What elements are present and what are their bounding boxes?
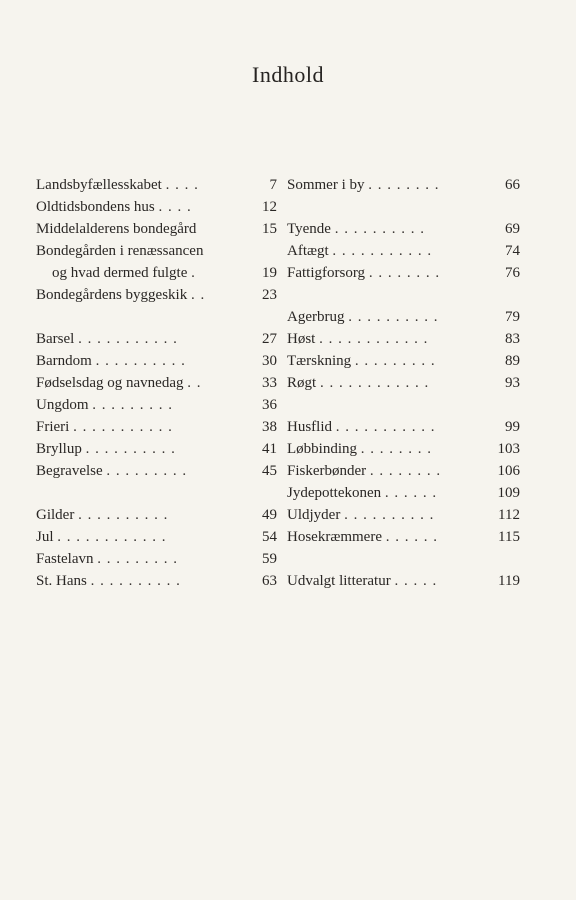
toc-entry-label [36, 350, 186, 372]
toc-page-number: 93 [505, 375, 520, 391]
toc-page-number: 83 [505, 331, 520, 347]
toc-entry-label [287, 306, 438, 328]
toc-entry-label [287, 218, 425, 240]
toc-page-number: 30 [262, 353, 277, 369]
toc-entry [36, 548, 277, 570]
dot-leader: . . . . . . . . . [354, 353, 436, 369]
toc-entry [36, 460, 277, 482]
toc-entry-label [36, 328, 178, 350]
toc-entry-label [287, 240, 432, 262]
toc-entry-title: Landsbyfællesskabet [36, 177, 162, 193]
toc-entry-title: Løbbinding [287, 441, 357, 457]
toc-entry-label [36, 218, 196, 240]
toc-entry [287, 570, 520, 592]
section-spacer [287, 284, 520, 306]
toc-entry-title: Hosekræmmere [287, 529, 382, 545]
toc-entry [36, 570, 277, 592]
toc-entry-label [36, 284, 205, 306]
toc-entry [36, 438, 277, 460]
toc-entry-label [36, 240, 203, 262]
toc-entry-label [287, 526, 438, 548]
dot-leader: . . . . . . . . [368, 265, 441, 281]
dot-leader: . . . . . . [384, 485, 438, 501]
dot-leader: . . . . . . . . . . . . [319, 331, 429, 347]
dot-leader: . . . . [158, 199, 192, 215]
toc-entry-label [287, 504, 434, 526]
toc-page-number: 79 [505, 309, 520, 325]
dot-leader: . . . . . . . . . . [348, 309, 439, 325]
toc-entry-title: Fastelavn [36, 551, 94, 567]
toc-entry-title: og hvad dermed fulgte [52, 265, 188, 281]
toc-entry [36, 416, 277, 438]
dot-leader: . [191, 265, 196, 281]
toc-entry-title: Røgt [287, 375, 317, 391]
dot-leader: . . . . . . . . [360, 441, 432, 457]
toc-entry [287, 218, 520, 240]
dot-leader: . . . . . . . . . . [95, 353, 186, 369]
toc-left-column [36, 174, 277, 592]
dot-leader: . . . . . . . . . . [344, 507, 435, 523]
dot-leader: . . . . . . . . . . [85, 441, 176, 457]
toc-page-number: 109 [497, 485, 520, 501]
dot-leader: . . . . . . . . . [92, 397, 173, 413]
page-title: Indhold [252, 62, 324, 87]
toc-entry [287, 438, 520, 460]
section-spacer [36, 482, 277, 504]
dot-leader: . . . . . . . . . . . [78, 331, 178, 347]
toc-entry-title: Jul [36, 529, 54, 545]
toc-entry-label [36, 460, 187, 482]
toc-entry-label [287, 570, 437, 592]
dot-leader: . . . . . . [385, 529, 438, 545]
toc-entry-title: St. Hans [36, 573, 87, 589]
toc-entry [287, 240, 520, 262]
toc-entry-title: Frieri [36, 419, 70, 435]
section-spacer [287, 394, 520, 416]
dot-leader: . . . . [165, 177, 199, 193]
toc-entry-label [36, 504, 168, 526]
toc-entry-label [287, 328, 428, 350]
toc-page-number: 49 [262, 507, 277, 523]
toc-page-number: 15 [262, 221, 277, 237]
toc-entry-title: Bondegården i renæssancen [36, 243, 204, 259]
toc-entry-title: Tærskning [287, 353, 352, 369]
toc-entry [287, 174, 520, 196]
section-spacer [287, 196, 520, 218]
toc-page-number: 74 [505, 243, 520, 259]
toc-entry-title: Bryllup [36, 441, 82, 457]
toc-entry [36, 504, 277, 526]
toc-entry [287, 372, 520, 394]
toc-entry-label [287, 262, 440, 284]
toc-entry-label [36, 526, 167, 548]
toc-entry-title: Barsel [36, 331, 75, 347]
toc-entry-title: Ungdom [36, 397, 89, 413]
toc-page-number: 7 [269, 177, 277, 193]
toc-entry [36, 394, 277, 416]
toc-entry [36, 350, 277, 372]
toc-page-number: 23 [262, 287, 277, 303]
dot-leader: . . . . . . . . . [97, 551, 178, 567]
toc-entry [36, 526, 277, 548]
toc-entry-title: Tyende [287, 221, 331, 237]
toc-page-number: 69 [505, 221, 520, 237]
dot-leader: . . [187, 375, 202, 391]
toc-entry-label [287, 416, 436, 438]
dot-leader: . . . . . . . . [368, 177, 440, 193]
toc-entry-title: Oldtidsbondens hus [36, 199, 155, 215]
toc-entry [36, 262, 277, 284]
toc-entry-title: Gilder [36, 507, 75, 523]
dot-leader: . . . . . [394, 573, 438, 589]
toc-page-number: 99 [505, 419, 520, 435]
dot-leader: . . . . . . . . . [106, 463, 188, 479]
toc-entry-label [287, 482, 437, 504]
dot-leader: . . . . . . . . . . . [332, 243, 433, 259]
toc-entry-title: Bondegårdens byggeskik [36, 287, 188, 303]
toc-page-number: 66 [505, 177, 520, 193]
toc-entry-label [36, 372, 201, 394]
dot-leader: . . . . . . . . . . . . [319, 375, 430, 391]
toc-page-number: 115 [498, 529, 520, 545]
toc-page-number: 27 [262, 331, 277, 347]
toc-page-number: 41 [262, 441, 277, 457]
toc-entry-title: Udvalgt litteratur [287, 573, 391, 589]
toc-entry [36, 218, 277, 240]
toc-entry-label [36, 394, 173, 416]
toc-entry-title: Husflid [287, 419, 332, 435]
toc-entry [36, 284, 277, 306]
toc-entry-title: Fiskerbønder [287, 463, 367, 479]
toc-entry-title: Middelalderens bondegård [36, 221, 197, 237]
toc-entry-title: Fattigforsorg [287, 265, 366, 281]
toc-entry-title: Agerbrug [287, 309, 345, 325]
toc-right-column [287, 174, 520, 592]
toc-page-number: 76 [505, 265, 520, 281]
toc-entry [36, 372, 277, 394]
toc-entry-label [287, 460, 441, 482]
toc-entry-title: Uldjyder [287, 507, 341, 523]
toc-entry-label [36, 196, 192, 218]
dot-leader: . . . . . . . . . . . [73, 419, 173, 435]
toc-entry [287, 526, 520, 548]
toc-entry [287, 328, 520, 350]
toc-entry-label [52, 262, 196, 284]
toc-entry-title: Begravelse [36, 463, 103, 479]
toc-page-number: 54 [262, 529, 277, 545]
toc-entry [287, 504, 520, 526]
toc-page-number: 59 [262, 551, 277, 567]
dot-leader: . . . . . . . . . . . . [57, 529, 167, 545]
toc-entry [287, 350, 520, 372]
toc-entry-title: Aftægt [287, 243, 329, 259]
toc-entry [287, 262, 520, 284]
toc-entry [36, 174, 277, 196]
toc-entry-title: Jydepottekonen [287, 485, 382, 501]
toc-entry-title: Barndom [36, 353, 92, 369]
toc-page-number: 106 [497, 463, 520, 479]
toc-entry-title: Sommer i by [287, 177, 365, 193]
dot-leader: . . . . . . . . . . [334, 221, 425, 237]
toc-entry-label [36, 548, 178, 570]
dot-leader: . . [190, 287, 206, 303]
toc-entry [287, 306, 520, 328]
toc-page-number: 119 [498, 573, 520, 589]
section-spacer [36, 306, 277, 328]
toc-entry-label [36, 570, 181, 592]
dot-leader: . . . . . . . . . . [90, 573, 181, 589]
toc-entry-label [287, 174, 440, 196]
dot-leader: . . . . . . . . . . . [335, 419, 436, 435]
toc-entry-label [287, 372, 429, 394]
toc-page-number: 36 [262, 397, 277, 413]
dot-leader: . . . . . . . . [369, 463, 442, 479]
toc-page-number: 38 [262, 419, 277, 435]
toc-page-number: 19 [262, 265, 277, 281]
toc-entry-title: Høst [287, 331, 316, 347]
toc-page-number: 45 [262, 463, 277, 479]
toc-page-number: 63 [262, 573, 277, 589]
dot-leader: . . . . . . . . . . [78, 507, 169, 523]
toc-entry [36, 196, 277, 218]
toc-entry-label [36, 174, 199, 196]
toc-page-number: 89 [505, 353, 520, 369]
toc-entry-label [36, 438, 176, 460]
toc-page-number: 33 [262, 375, 277, 391]
toc-page-number: 103 [497, 441, 520, 457]
toc-entry [287, 482, 520, 504]
toc-entry-label [36, 416, 173, 438]
toc-page-number: 12 [262, 199, 277, 215]
toc-entry [287, 460, 520, 482]
toc-entry [287, 416, 520, 438]
toc-entry-title: Fødselsdag og navnedag [36, 375, 184, 391]
section-spacer [287, 548, 520, 570]
toc-page-number: 112 [498, 507, 520, 523]
toc-entry [36, 328, 277, 350]
toc-entry [36, 240, 277, 262]
toc-entry-label [287, 350, 436, 372]
toc-entry-label [287, 438, 432, 460]
